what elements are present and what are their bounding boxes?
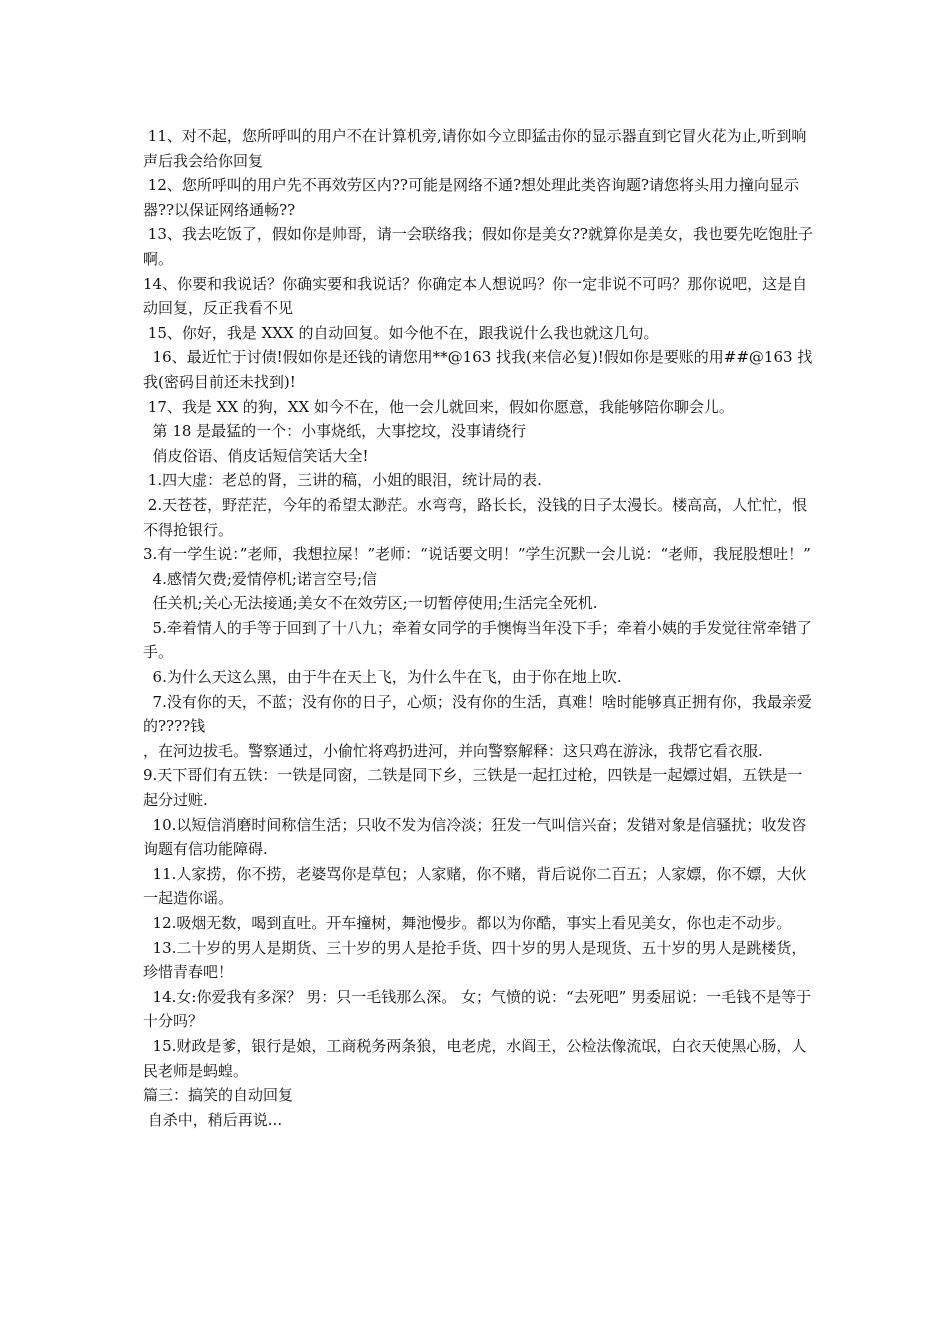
paragraph: 16、最近忙于讨债!假如你是还钱的请您用**@163 找我(来信必复)!假如你是要账的用##@163 找我(密码目前还未找到)! (143, 348, 813, 391)
paragraph: 5.牵着情人的手等于回到了十八九；牵着女同学的手懊悔当年没下手；牵着小姨的手发觉往常牵错了手。 (143, 618, 812, 662)
paragraph: 13.二十岁的男人是期货、三十岁的男人是抢手货、四十岁的男人是现货、五十岁的男人是跳楼货，珍惜青春吧！ (143, 938, 807, 982)
paragraph: 10.以短信消磨时间称信生活；只收不发为信冷淡；狂发一气叫信兴奋；发错对象是信骚扰；收发咨询题有信功能障碍. (143, 815, 807, 859)
paragraph: 15、你好，我是 XXX 的自动回复。如今他不在，跟我说什么我也就这几句。 (143, 323, 659, 342)
paragraph: 任关机;关心无法接通;美女不在效劳区;一切暂停使用;生活完全死机. (143, 594, 598, 613)
paragraph: 13、我去吃饭了，假如你是帅哥，请一会联络我；假如你是美女??就算你是美女，我也要先吃饱肚子啊。 (143, 225, 813, 268)
paragraph: 12.吸烟无数，喝到直吐。开车撞树，舞池慢步。都以为你酷，事实上看见美女，你也走不动步。 (143, 914, 792, 932)
paragraph: 1.四大虚：老总的肾，三讲的稿，小姐的眼泪，统计局的表. (143, 471, 542, 490)
paragraph: 6.为什么天这么黑，由于牛在天上飞，为什么牛在飞，由于你在地上吹. (143, 668, 622, 687)
paragraph: 7.没有你的天，不蓝；没有你的日子，心烦；没有你的生活，真难！啥时能够真正拥有你，我最亲爱的????钱 (143, 692, 812, 736)
paragraph: 2.天苍苍，野茫茫，今年的希望太渺茫。水弯弯，路长长，没钱的日子太漫长。楼高高，人忙忙，恨不得抢银行。 (143, 495, 808, 539)
paragraph: 12、您所呼叫的用户先不再效劳区内??可能是网络不通?想处理此类咨询题?请您将头用力撞向显示器??以保证网络通畅?? (143, 176, 800, 219)
paragraph: 17、我是 XX 的狗，XX 如今不在，他一会儿就回来，假如你愿意，我能够陪你聊会儿。 (143, 397, 734, 416)
section-heading: 篇三：搞笑的自动回复 (143, 1086, 294, 1105)
paragraph: 14.女:你爱我有多深？ 男：只一毛钱那么深。 女；气愤的说：“去死吧” 男委屈说：一毛钱不是等于十分吗？ (143, 987, 812, 1031)
document-body (143, 124, 815, 1132)
paragraph: 3.有一学生说：”老师，我想拉屎！”老师：“说话要文明！”学生沉默一会儿说：“老师，我屁股想吐！” (143, 545, 811, 564)
paragraph: 9.天下哥们有五铁：一铁是同窗，二铁是同下乡，三铁是一起扛过枪，四铁是一起嫖过娼，五铁是一起分过赃. (143, 766, 803, 810)
paragraph: 第 18 是最猛的一个：小事烧纸，大事挖坟，没事请绕行 (143, 422, 527, 441)
paragraph: ，在河边拔毛。警察通过，小偷忙将鸡扔进河，并向警察解释：这只鸡在游泳，我帮它看衣服. (143, 741, 763, 760)
paragraph: 14、你要和我说话？你确实要和我说话？你确定本人想说吗？你一定非说不可吗？那你说吧，这是自动回复，反正我看不见 (143, 274, 808, 318)
paragraph: 自杀中，稍后再说... (143, 1110, 283, 1129)
section-heading: 俏皮俗语、俏皮话短信笑话大全! (143, 446, 369, 465)
paragraph: 4.感情欠费;爱情停机;诺言空号;信 (143, 569, 378, 588)
paragraph: 11、对不起，您所呼叫的用户不在计算机旁,请你如今立即猛击你的显示器直到它冒火花为止,听到响声后我会给你回复 (143, 127, 807, 170)
paragraph: 15.财政是爹，银行是娘，工商税务两条狼，电老虎，水阎王，公检法像流氓，白衣天使黑心肠，人民老师是蚂蝗。 (143, 1036, 807, 1080)
paragraph: 11.人家捞，你不捞，老婆骂你是草包；人家赌，你不赌，背后说你二百五；人家嫖，你不嫖，大伙一起造你谣。 (143, 864, 807, 908)
